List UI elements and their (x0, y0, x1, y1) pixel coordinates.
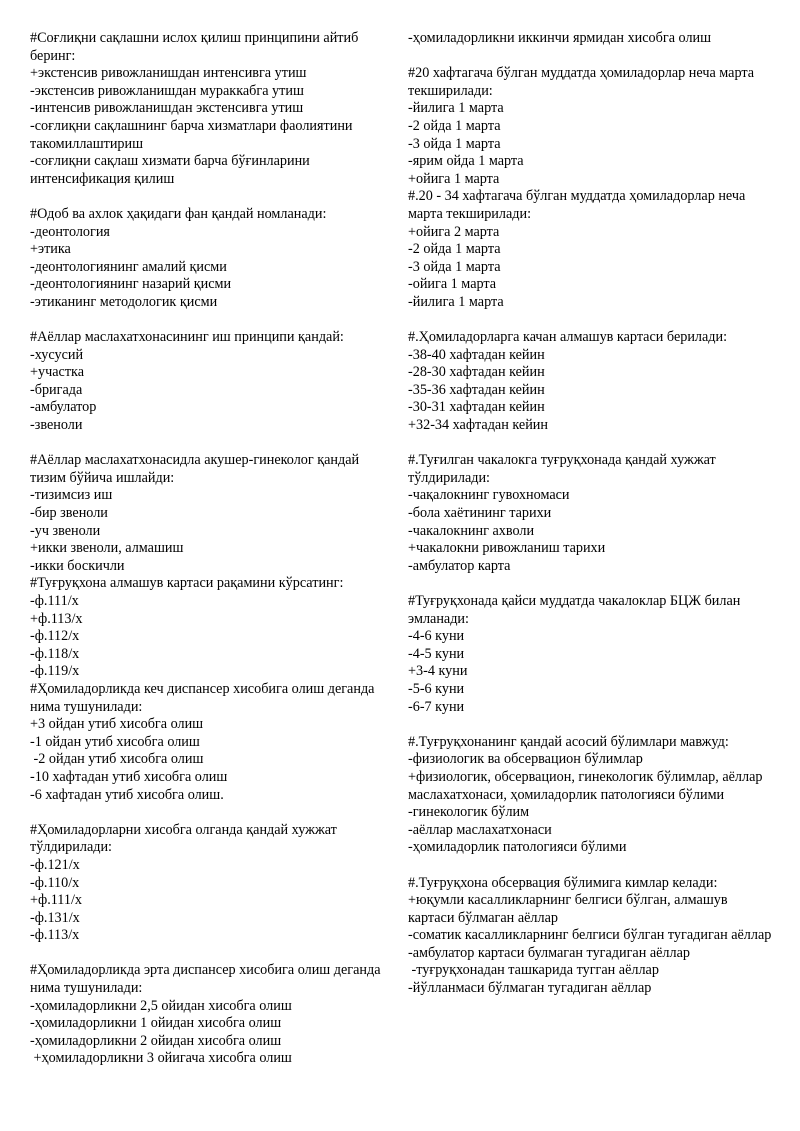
question-text: #Туғруқхонада қайси муддатда чакалоклар БЦЖ билан эмланади: (408, 593, 744, 627)
blank-line (30, 312, 394, 330)
answer-option: -4-5 куни (408, 645, 465, 662)
answer-option: -соғлиқни сақлаш хизмати барча бўғинларини интенсификация қилиш (30, 153, 314, 187)
answer-option: +ойига 2 марта (408, 223, 500, 240)
question-text: #.Туғруқхона обсервация бўлимига кимлар келади: (408, 874, 718, 891)
answer-option: -28-30 хафтадан кейин (408, 364, 545, 381)
answer-option: -хусусий (30, 346, 84, 363)
answer-option: +ойига 1 марта (408, 170, 500, 187)
answer-option: -соматик касалликларнинг белгиси бўлган тугадиган аёллар (408, 927, 772, 944)
question-text: #20 хафтагача бўлган муддатда ҳомиладорлар неча марта текширилади: (408, 65, 758, 99)
answer-option: -экстенсив ривожланишдан мураккабга утиш (30, 82, 304, 99)
answer-option: -йилига 1 марта (408, 100, 504, 117)
blank-line (408, 48, 772, 66)
answer-option: -бригада (30, 381, 83, 398)
answer-option: +32-34 хафтадан кейин (408, 417, 548, 434)
blank-line (30, 435, 394, 453)
answer-option: -аёллар маслахатхонаси (408, 821, 552, 838)
question-text: #Ҳомиладорларни хисобга олганда қандай хужжат тўлдирилади: (30, 821, 341, 856)
answer-option: +ҳомиладорликни 3 ойигача хисобга олиш (30, 1050, 292, 1067)
answer-option: -звеноли (30, 417, 83, 434)
answer-option: -ҳомиладорликни 2,5 ойидан хисобга олиш (30, 997, 292, 1014)
answer-option: -2 ойда 1 марта (408, 241, 501, 258)
answer-option: -чакалокнинг ахволи (408, 522, 535, 539)
answer-option: -3 ойда 1 марта (408, 258, 501, 275)
blank-line (408, 857, 772, 875)
answer-option: +экстенсив ривожланишдан интенсивга утиш (30, 65, 307, 82)
blank-line (408, 435, 772, 453)
answer-option: -2 ойдан утиб хисобга олиш (30, 751, 204, 768)
answer-option: -5-6 куни (408, 680, 465, 697)
answer-option: -деонтологиянинг амалий қисми (30, 258, 227, 275)
blank-line (30, 804, 394, 822)
answer-option: -ф.113/х (30, 927, 80, 944)
answer-option: -чақалокнинг гувохномаси (408, 487, 570, 504)
answer-option: -6 хафтадан утиб хисобга олиш. (30, 786, 224, 803)
answer-option: -бир звеноли (30, 505, 108, 522)
answer-option: -ф.121/х (30, 856, 80, 873)
answer-option: -ҳомиладорликни 2 ойидан хисобга олиш (30, 1032, 282, 1049)
question-text: #.20 - 34 хафтагача бўлган муддатда ҳомиладорлар неча марта текширилади: (408, 188, 749, 222)
question-text: #.Туғруқхонанинг қандай асосий бўлимлари мавжуд: (408, 733, 729, 750)
question-text: #Соғлиқни сақлашни ислох қилиш принципини айтиб беринг: (30, 30, 362, 64)
answer-option: -1 ойдан утиб хисобга олиш (30, 733, 200, 750)
left-column (30, 30, 394, 1068)
answer-option: -4-6 куни (408, 628, 465, 645)
answer-option: -амбулатор карта (408, 557, 511, 574)
answer-option: -деонтологиянинг назарий қисми (30, 276, 232, 293)
answer-option: +ф.113/х (30, 610, 83, 627)
answer-option: +чакалокни ривожланиш тарихи (408, 540, 606, 557)
answer-option: -ф.111/х (30, 593, 79, 609)
blank-line (30, 945, 394, 963)
answer-option: -амбулатор (30, 399, 97, 416)
answer-option: -гинекологик бўлим (408, 804, 530, 821)
answer-option: -деонтология (30, 223, 110, 240)
answer-option: -тизимсиз иш (30, 487, 113, 504)
answer-option: -интенсив ривожланишдан экстенсивга утиш (30, 100, 304, 117)
question-text: #Ҳомиладорликда эрта диспансер хисобига олиш деганда нима тушунилади: (30, 962, 385, 997)
answer-option: -ф.131/х (30, 909, 80, 926)
answer-option: -ф.119/х (30, 663, 80, 680)
answer-option: -30-31 хафтадан кейин (408, 399, 545, 416)
answer-option: -бола хаётининг тарихи (408, 505, 552, 522)
answer-option: -уч звеноли (30, 522, 101, 539)
blank-line (30, 188, 394, 206)
answer-option: -туғруқхонадан ташкарида тугган аёллар (408, 962, 659, 979)
answer-option: -ҳомиладорлик патологияси бўлими (408, 839, 627, 856)
answer-option: +3 ойдан утиб хисобга олиш (30, 716, 204, 733)
question-text: #Туғруқхона алмашув картаси рақамини кўрсатинг: (30, 575, 344, 592)
answer-option: -ойига 1 марта (408, 276, 497, 293)
answer-option: -ф.110/х (30, 874, 80, 891)
answer-option: -икки боскичли (30, 557, 125, 574)
answer-option: -3 ойда 1 марта (408, 135, 501, 152)
answer-option: -ҳомиладорликни иккинчи ярмидан хисобга олиш (408, 30, 712, 46)
answer-option: -10 хафтадан утиб хисобга олиш (30, 768, 228, 785)
question-text: #Аёллар маслахатхонасининг иш принципи қандай: (30, 329, 344, 346)
question-text: #Одоб ва ахлок ҳақидаги фан қандай номланади: (30, 205, 327, 222)
answer-option: -амбулатор картаси булмаган тугадиган аёллар (408, 944, 690, 961)
answer-option: +этика (30, 241, 71, 258)
question-text: #.Туғилган чакалокга туғруқхонада қандай хужжат тўлдирилади: (408, 452, 720, 486)
blank-line (408, 575, 772, 593)
answer-option: -ҳомиладорликни 1 ойидан хисобга олиш (30, 1015, 282, 1032)
answer-option: -ф.112/х (30, 628, 80, 645)
question-text: #Ҳомиладорликда кеч диспансер хисобига олиш деганда нима тушунилади: (30, 680, 379, 715)
right-column (408, 30, 772, 998)
question-text: #Аёллар маслахатхонасидла акушер-гинеколог қандай тизим бўйича ишлайди: (30, 452, 363, 486)
answer-option: -2 ойда 1 марта (408, 117, 501, 134)
answer-option: -ярим ойда 1 марта (408, 153, 524, 170)
answer-option: +ф.111/х (30, 892, 83, 909)
answer-option: +икки звеноли, алмашиш (30, 540, 184, 557)
answer-option: -ф.118/х (30, 645, 80, 662)
blank-line (408, 716, 772, 734)
answer-option: +юқумли касалликларнинг белгиси бўлган, алмашув картаси бўлмаган аёллар (408, 892, 732, 926)
answer-option: -6-7 куни (408, 698, 465, 715)
answer-option: -38-40 хафтадан кейин (408, 346, 545, 363)
answer-option: -йўлланмаси бўлмаган тугадиган аёллар (408, 980, 652, 997)
blank-line (408, 312, 772, 330)
question-text: #.Ҳомиладорларга качан алмашув картаси берилади: (408, 329, 728, 346)
answer-option: -физиологик ва обсервацион бўлимлар (408, 751, 643, 768)
answer-option: -соғлиқни сақлашнинг барча хизматлари фаолиятини такомиллаштириш (30, 117, 357, 152)
answer-option: -йилига 1 марта (408, 293, 504, 310)
answer-option: +участка (30, 364, 84, 381)
answer-option: -35-36 хафтадан кейин (408, 381, 545, 398)
answer-option: -этиканинг методологик қисми (30, 293, 218, 310)
answer-option: +3-4 куни (408, 663, 468, 680)
answer-option: +физиологик, обсервацион, гинекологик бўлимлар, аёллар маслахатхонаси, ҳомиладорлик патологияси бўлими (408, 768, 767, 803)
